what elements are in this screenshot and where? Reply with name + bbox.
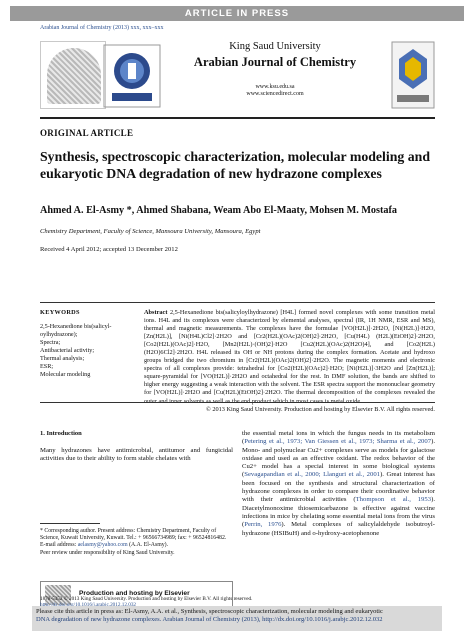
journal-header — [40, 35, 435, 115]
journal-title-block — [164, 37, 386, 111]
received-dates: Received 4 April 2012; accepted 13 December 2012 — [40, 246, 178, 253]
keyword-item: Spectra; — [40, 339, 61, 346]
keywords-list — [40, 323, 132, 379]
keyword-item: ESR; — [40, 363, 54, 370]
copyright-text: 1878-5352 © 2013 King Saud University. Production and hosting by Elsevier B.V. All rights reserved. — [40, 596, 253, 602]
abstract-top-rule — [40, 302, 435, 303]
keywords-heading: KEYWORDS — [40, 309, 80, 316]
abstract-bottom-rule — [40, 402, 435, 403]
body-text: ). Mono- and polynuclear Cu2+ complexes serve as models for galactose oxidase and used as an effective oxidant. The redox behavior of the Cu2+ model has a special interest in some biological systems ( — [242, 438, 435, 479]
journal-name: Arabian Journal of Chemistry — [193, 55, 357, 69]
introduction-paragraph: Many hydrazones have antimicrobial, antitumor and fungicidal activities due to their ability to form stable chelates with — [40, 447, 233, 463]
article-type-label: ORIGINAL ARTICLE — [40, 128, 134, 138]
email-label: E-mail address: — [40, 542, 77, 549]
author-affiliation: Chemistry Department, Faculty of Science, Mansoura University, Mansoura, Egypt — [40, 228, 261, 235]
footnote-divider — [40, 523, 100, 524]
abstract-body — [144, 309, 435, 414]
abstract-copyright: © 2013 King Saud University. Production and hosting by Elsevier B.V. All rights reserved. — [205, 405, 435, 413]
university-name: King Saud University — [229, 41, 321, 52]
body-text: the essential metal ions in which the fungus needs in its metabolism ( — [242, 430, 435, 446]
cite-line-2[interactable]: DNA degradation of new hydrazone complexes. Arabian Journal of Chemistry (2013), http://dx.doi.org/10.1016/j.arabjc.2012.12.032 — [36, 616, 383, 623]
article-in-press-banner: ARTICLE IN PRESS — [10, 6, 464, 21]
footnotes — [40, 528, 233, 557]
cite-line-1: Please cite this article in press as: El-Asmy, A.A. et al., Synthesis, spectroscopic characterization, molecular modeling and eukaryotic — [36, 608, 383, 615]
publisher-text: Production and hosting by Elsevier — [79, 590, 190, 597]
abstract-text: 2,5-Hexanedione bis(salicyloylhydrazone) [H4L] formed novel complexes with some transition metal ions. H4L and its complexes were characterized by elemental analyses, spectral (IR, 1H NMR, ESR and MS), thermal and magnetic measurements. The complexes have the formulae [VO(H2L)]·2H2O, [Ni(H2L)]·H2O, [Zn(H2L)], [Ni(H4L)Cl2]·2H2O and [Cr2(H2L)(OAc)2(OH)2]·2H2O, [Cu(H4L) (H2L)(EtOH)2]·2H2O, [Co2(H2L)(OAc)2]·H2O, [Mn2(H2L)·(OH)2]·H2O [Cu2(H2L)(OAc)2(H2O)4], and [Co2(H2L)(H2O)6Cl2]·2H2O. H4L released its OH or NH protons during the complex formation. Acetate and hydroxo groups bridged the two chromium in [Cr2(H2L)(OAc)2(OH)2]·2H2O. The magnetic moments and electronic spectra of all complexes provide: tetrahedral for [Co2(H2L)(OAc)2]·H2O; [Ni(H2L)]·3H2O and [Zn(H2L)]; square-pyramidal for [VO(H2L)]·2H2O and octahedral for the rest. In DMF solution, the bands are shifted to higher energy suggesting a weak interaction with the solvent. The ESR spectra support the mononuclear geometry for [VO(H2L)]·2H2O and [Cu(H2L)(EtOH)2]·2H2O. The thermal decomposition of the complexes revealed the — [144, 309, 436, 397]
article-title: Synthesis, spectroscopic characterization, molecular modeling and eukaryotic DNA degradation of new hydrazone complexes — [40, 149, 430, 181]
keyword-item: Molecular modeling — [40, 371, 91, 378]
body-text: ). Great interest has been focused on the synthesis and structural characterization of hydrazone complexes in order to compare their coordinative behavior with their antimicrobial activities ( — [242, 471, 435, 504]
author-list: Ahmed A. El-Asmy *, Ahmed Shabana, Weam Abo El-Maaty, Mohsen M. Mostafa — [40, 205, 397, 216]
reference-link[interactable]: Sevagapandian et al., 2000; Llanguri et al., 2001 — [244, 471, 381, 479]
email-suffix: (A.A. El-Asmy). — [129, 542, 169, 549]
ksu-url-link[interactable]: www.ksu.edu.sa — [255, 84, 295, 90]
cite-box — [32, 606, 442, 631]
introduction-heading: 1. Introduction — [40, 430, 82, 437]
sciencedirect-url-link[interactable]: www.sciencedirect.com — [246, 91, 304, 97]
keyword-item: Antibacterial activity; — [40, 347, 95, 354]
reference-link[interactable]: Perrin, 1976 — [244, 521, 282, 529]
abstract-label: Abstract — [144, 309, 168, 316]
arabian-chemistry-logo — [391, 41, 435, 109]
header-divider — [40, 117, 435, 119]
body-text: ). Metal complexes of salicylaldehyde isobutroyl-hydrazone (HSIBuH) and o-hydroxy-acetophenone — [242, 521, 435, 537]
body-text: ). Diacetylmonoxime thiosemicarbazone is effective against vaccine infections in mice by chelating some essential metal ions from the virus ( — [242, 496, 435, 529]
author-email-link[interactable]: aelasmy@yahoo.com — [77, 542, 128, 549]
reference-link[interactable]: Thompson et al., 1953 — [355, 496, 432, 504]
journal-citation-line[interactable]: Arabian Journal of Chemistry (2013) xxx, xxx–xxx — [40, 25, 164, 31]
peer-review-note: Peer review under responsibility of King Saud University. — [40, 549, 175, 556]
corresponding-author-note: * Corresponding author. Present address: Chemistry Department, Faculty of Science, Kuwait University, Kuwait. Tel.: + 96566734989; fax: + 96524816482. — [40, 528, 227, 542]
ksu-seal-logo — [102, 43, 162, 109]
elsevier-tree-logo — [40, 41, 106, 109]
keyword-item: Thermal analysis; — [40, 355, 85, 362]
right-column-text — [242, 430, 435, 538]
keyword-item: 2,5-Hexanedione bis(salicyl-oylhydrazone); — [40, 323, 112, 338]
reference-link[interactable]: Petering et al., 1973; Van Giessen et al., 1973; Sharma et al., 2007 — [244, 438, 432, 446]
